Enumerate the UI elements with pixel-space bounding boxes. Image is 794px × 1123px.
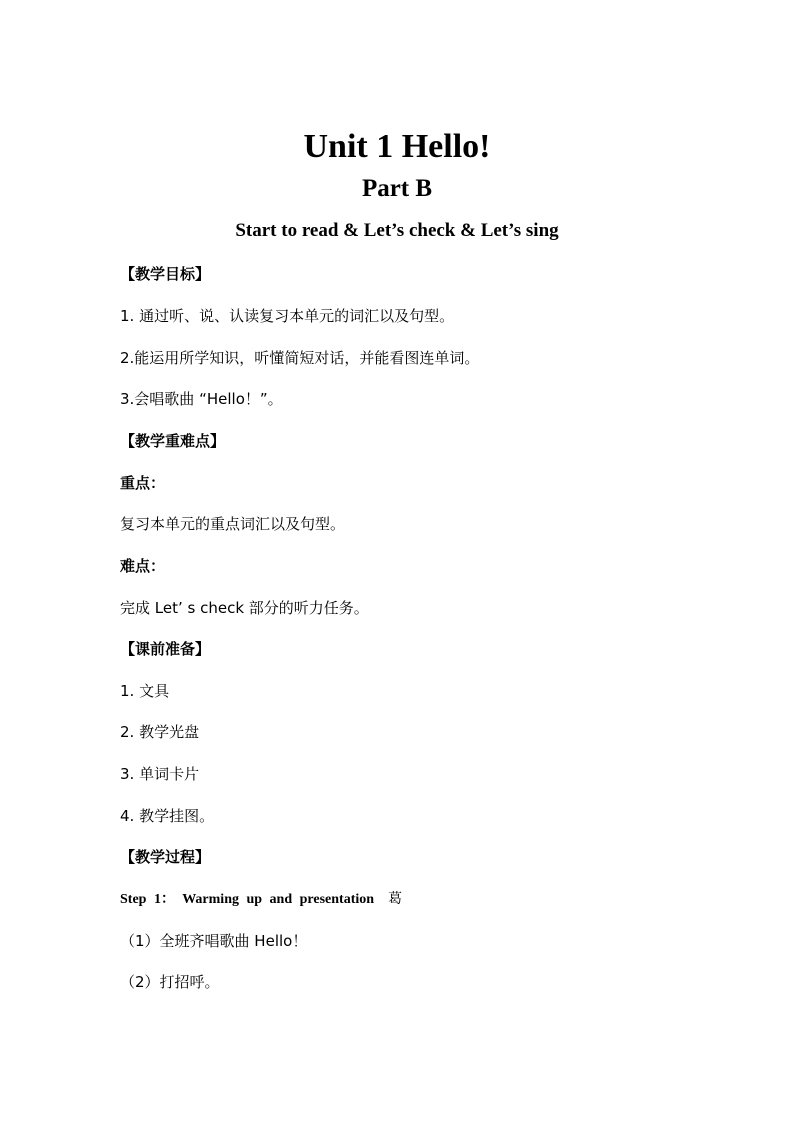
step1-tail-char: 葛 xyxy=(388,891,403,907)
step1-heading xyxy=(120,889,402,910)
document-title: Unit 1 Hello! xyxy=(303,128,491,165)
section-title: Start to read & Let’s check & Let’s sing xyxy=(235,220,559,241)
document-subtitle: Part B xyxy=(361,175,433,202)
preparation-item: 3. 单词卡片 xyxy=(120,765,200,783)
key-difficult-heading: 【教学重难点】 xyxy=(120,432,226,450)
objectives-heading: 【教学目标】 xyxy=(120,265,211,283)
key-point-label: 重点： xyxy=(120,474,166,492)
process-item: （2）打招呼。 xyxy=(120,973,220,991)
preparation-item: 2. 教学光盘 xyxy=(120,723,200,741)
step1-label: Step 1： Warming up and presentation xyxy=(120,892,375,907)
difficult-point-label: 难点： xyxy=(120,557,166,575)
difficult-point-text: 完成 Let’ s check 部分的听力任务。 xyxy=(120,599,369,617)
process-item: （1）全班齐唱歌曲 Hello！ xyxy=(120,932,308,950)
objective-item: 2.能运用所学知识，听懂简短对话，并能看图连单词。 xyxy=(120,349,480,367)
objective-item: 1. 通过听、说、认读复习本单元的词汇以及句型。 xyxy=(120,307,455,325)
key-point-text: 复习本单元的重点词汇以及句型。 xyxy=(120,515,346,533)
preparation-item: 4. 教学挂图。 xyxy=(120,807,215,825)
preparation-heading: 【课前准备】 xyxy=(120,640,211,658)
preparation-item: 1. 文具 xyxy=(120,682,170,700)
process-heading: 【教学过程】 xyxy=(120,848,211,866)
objective-item: 3.会唱歌曲 “Hello！”。 xyxy=(120,390,283,408)
